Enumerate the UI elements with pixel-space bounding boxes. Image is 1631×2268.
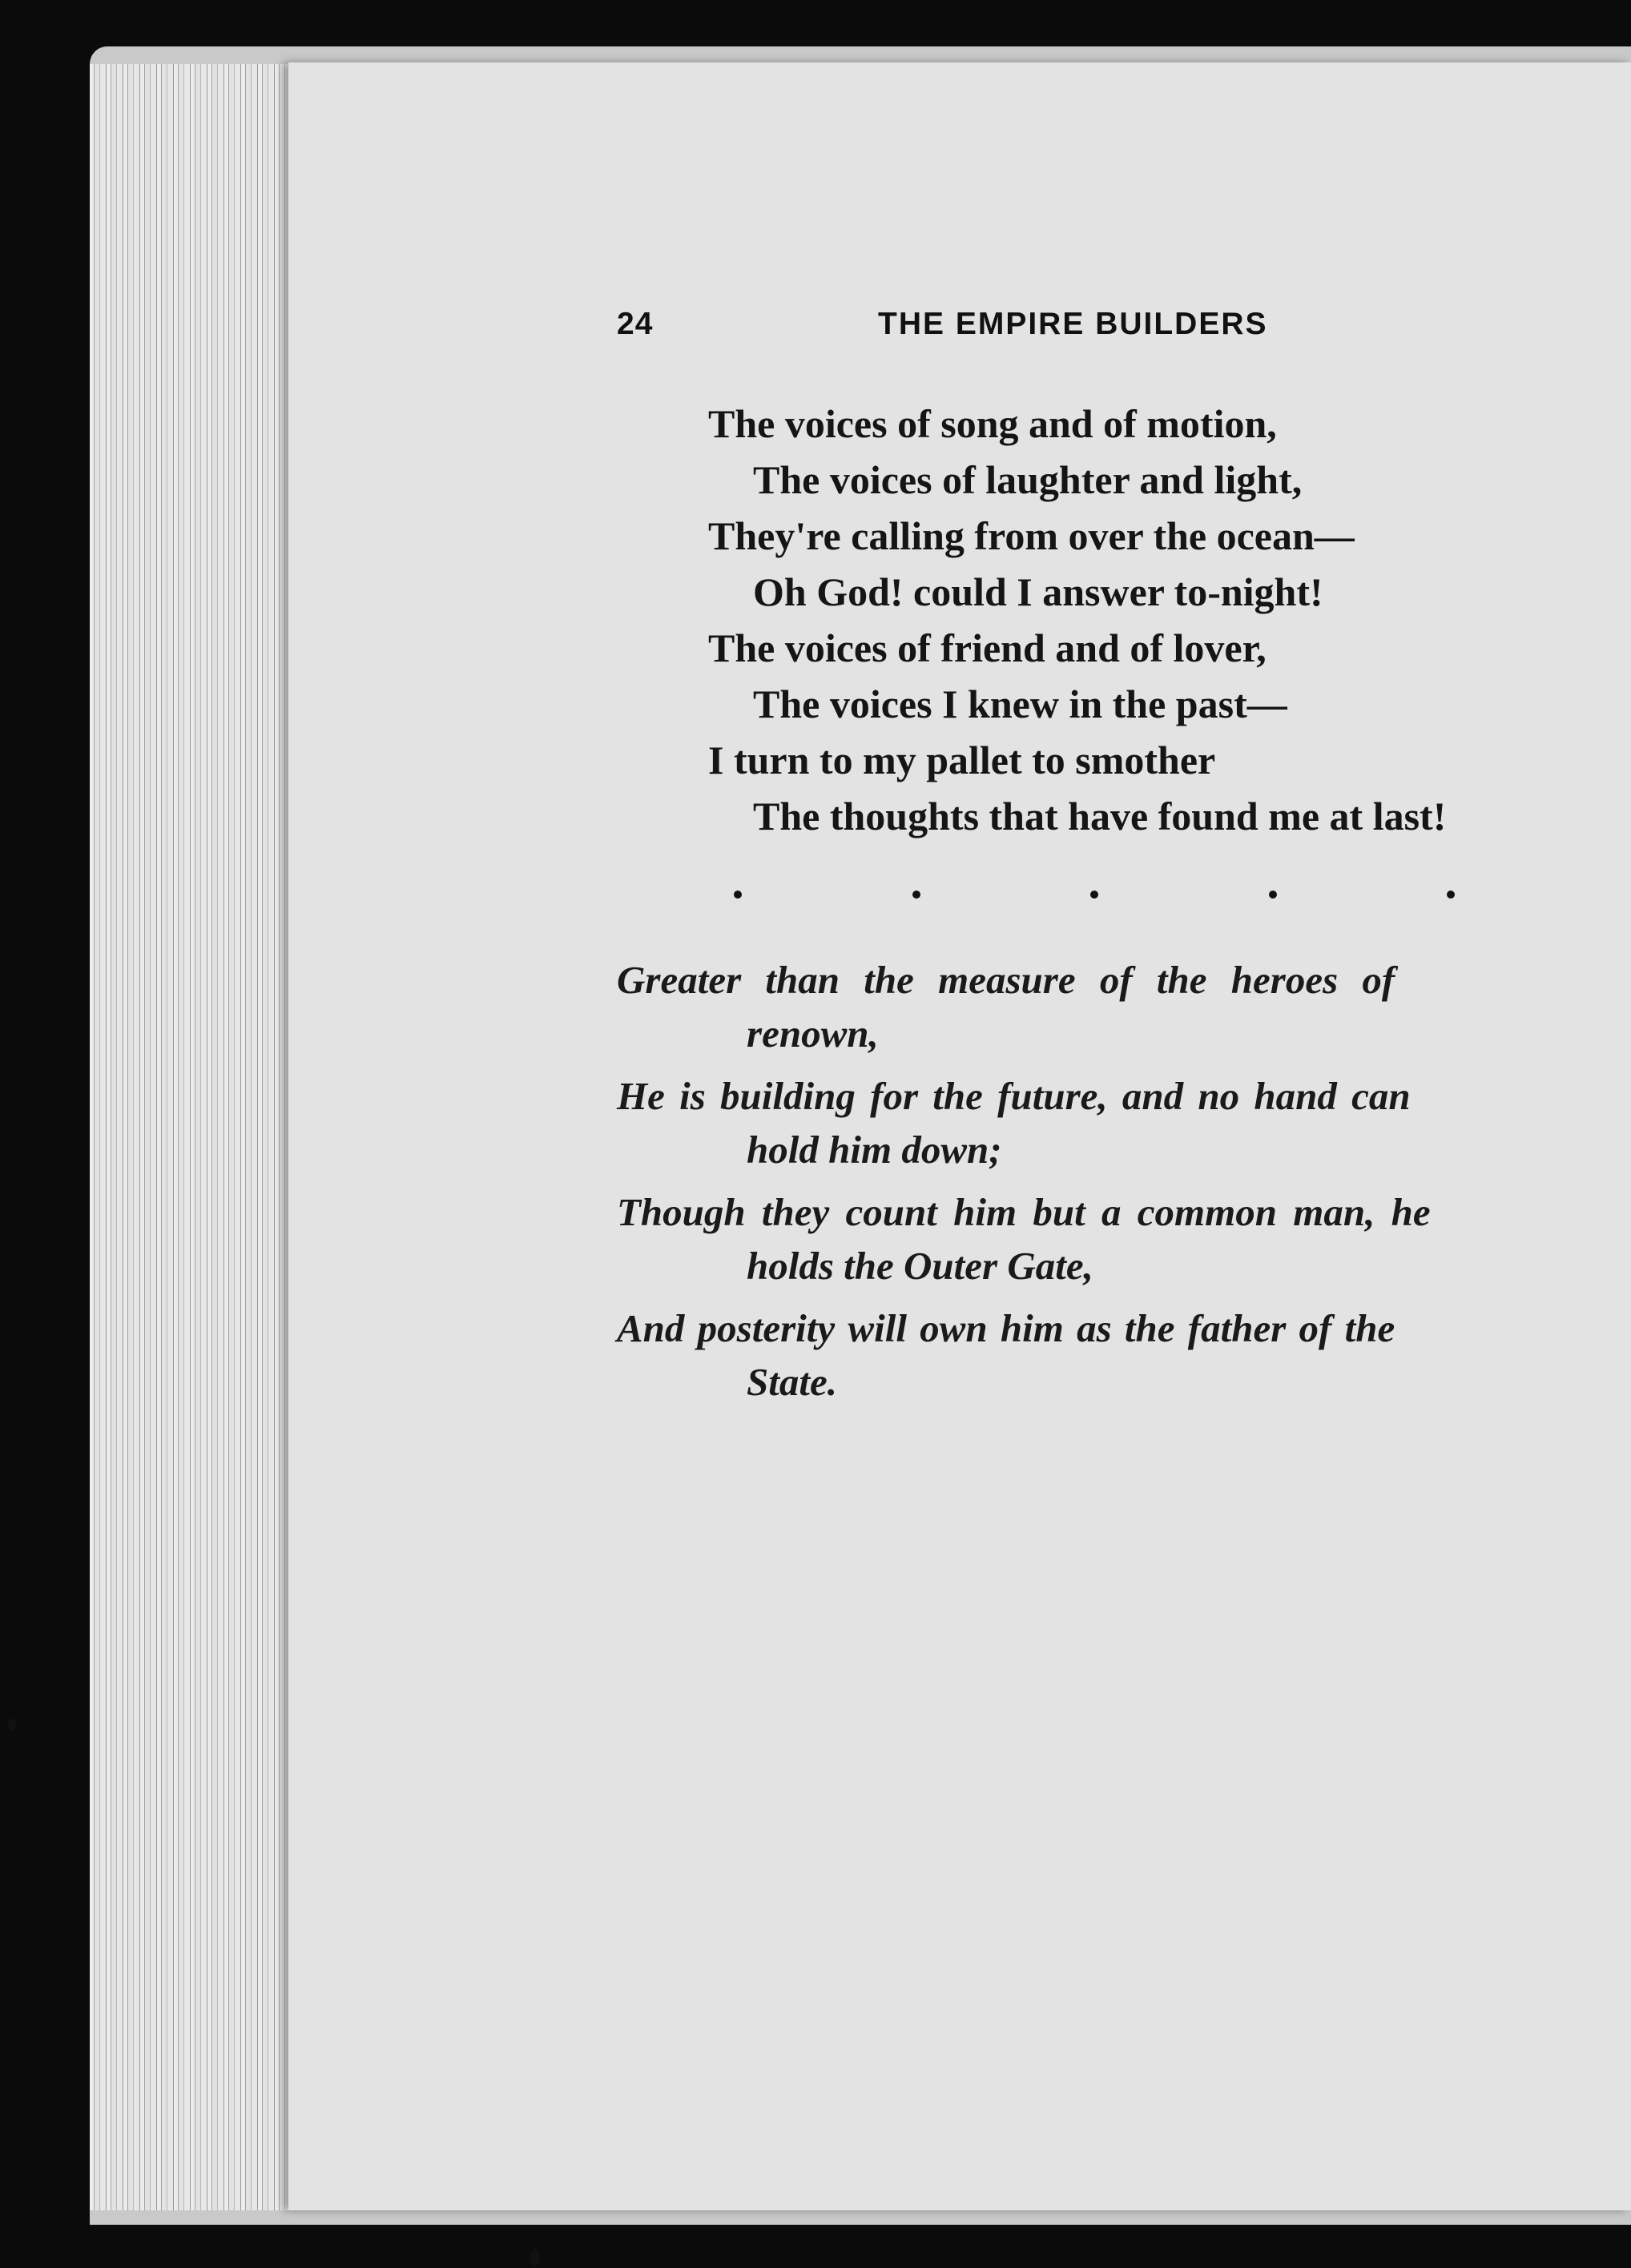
closing-line: hold him down; [747,1128,1002,1172]
scan-speck [530,2249,540,2266]
stanza-line: The thoughts that have found me at last! [753,794,1447,838]
closing-line: Greater than the measure of the heroes of [617,958,1395,1002]
stanza-line: The voices of laughter and light, [753,457,1303,502]
stanza-line: The voices I knew in the past— [753,682,1287,726]
stanza-line: Oh God! could I answer to-night! [753,569,1323,614]
scan-speck [8,1719,16,1730]
running-header: THE EMPIRE BUILDERS [878,307,1268,341]
closing-line: And posterity will own him as the father of the [617,1306,1395,1350]
dot [1269,891,1277,899]
dot [1090,891,1098,899]
stanza-line: I turn to my pallet to smother [708,738,1216,782]
dot [912,891,920,899]
stanza-line: They're calling from over the ocean— [708,513,1355,558]
closing-line: State. [747,1360,837,1404]
section-break-dots [734,891,1455,899]
dot [734,891,742,899]
stanza-line: The voices of friend and of lover, [708,625,1267,670]
dot [1447,891,1455,899]
book-page-edges [90,64,296,2210]
closing-line: renown, [747,1011,879,1056]
closing-line: He is building for the future, and no hand can [617,1074,1411,1118]
stanza-line: The voices of song and of motion, [708,401,1277,446]
page-number: 24 [617,307,654,341]
closing-line: holds the Outer Gate, [747,1244,1093,1288]
closing-line: Though they count him but a common man, he [617,1190,1431,1234]
